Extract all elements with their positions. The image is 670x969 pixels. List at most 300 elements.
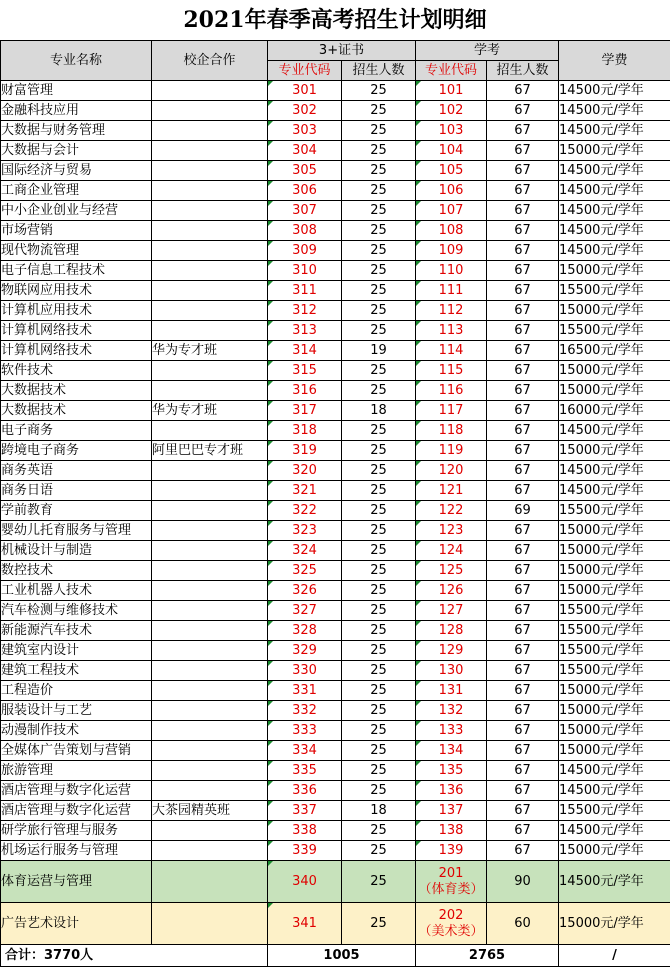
header-exam-group: 学考 [416,41,559,61]
tuition-fee: 14500元/学年 [559,221,670,241]
tuition-fee: 15000元/学年 [559,721,670,741]
coop-name [152,301,268,321]
cert-code: 340 [268,861,342,903]
major-name: 新能源汽车技术 [1,621,152,641]
exam-code: 138 [416,821,487,841]
cert-code: 338 [268,821,342,841]
major-name: 大数据与会计 [1,141,152,161]
coop-name [152,821,268,841]
exam-count: 67 [487,141,559,161]
exam-code: 134 [416,741,487,761]
major-name: 大数据技术 [1,381,152,401]
table-row [1,281,670,301]
exam-count: 67 [487,701,559,721]
cert-count: 25 [342,821,416,841]
cert-code: 334 [268,741,342,761]
cert-code: 335 [268,761,342,781]
exam-count: 67 [487,821,559,841]
exam-count: 67 [487,361,559,381]
table-row [1,521,670,541]
exam-count: 67 [487,81,559,101]
exam-code: 109 [416,241,487,261]
exam-code: 118 [416,421,487,441]
tuition-fee: 15000元/学年 [559,361,670,381]
special-row [1,903,670,945]
table-row [1,421,670,441]
cert-count: 25 [342,101,416,121]
exam-count: 67 [487,601,559,621]
major-name: 软件技术 [1,361,152,381]
exam-code: 108 [416,221,487,241]
cert-count: 25 [342,741,416,761]
major-name: 金融科技应用 [1,101,152,121]
coop-name [152,721,268,741]
cert-code: 337 [268,801,342,821]
major-name: 工业机器人技术 [1,581,152,601]
major-name: 商务英语 [1,461,152,481]
major-name: 建筑工程技术 [1,661,152,681]
cert-count: 25 [342,521,416,541]
coop-name [152,461,268,481]
exam-code: 137 [416,801,487,821]
cert-code: 321 [268,481,342,501]
tuition-fee: 15000元/学年 [559,841,670,861]
cert-code: 315 [268,361,342,381]
coop-name [152,81,268,101]
cert-count: 25 [342,701,416,721]
coop-name: 大茶园精英班 [152,801,268,821]
exam-code: 131 [416,681,487,701]
cert-code: 339 [268,841,342,861]
cert-code: 312 [268,301,342,321]
cert-code: 311 [268,281,342,301]
exam-code: 136 [416,781,487,801]
cert-code: 322 [268,501,342,521]
table-row [1,461,670,481]
major-name: 工商企业管理 [1,181,152,201]
exam-count: 67 [487,461,559,481]
cert-count: 25 [342,481,416,501]
exam-code: 126 [416,581,487,601]
cert-code: 303 [268,121,342,141]
coop-name [152,741,268,761]
cert-count: 25 [342,541,416,561]
coop-name [152,641,268,661]
cert-count: 25 [342,581,416,601]
cert-count: 25 [342,201,416,221]
exam-count: 67 [487,121,559,141]
tuition-fee: 15000元/学年 [559,701,670,721]
exam-code: 125 [416,561,487,581]
coop-name [152,841,268,861]
table-row [1,481,670,501]
major-name: 全媒体广告策划与营销 [1,741,152,761]
tuition-fee: 14500元/学年 [559,161,670,181]
fee-total: / [559,945,670,967]
cert-count: 25 [342,621,416,641]
major-name: 现代物流管理 [1,241,152,261]
tuition-fee: 15500元/学年 [559,281,670,301]
exam-code: 116 [416,381,487,401]
major-name: 市场营销 [1,221,152,241]
exam-code: 129 [416,641,487,661]
exam-count: 67 [487,401,559,421]
major-name: 计算机网络技术 [1,321,152,341]
cert-count: 25 [342,241,416,261]
coop-name [152,261,268,281]
cert-count: 25 [342,301,416,321]
tuition-fee: 14500元/学年 [559,181,670,201]
tuition-fee: 15000元/学年 [559,521,670,541]
tuition-fee: 14500元/学年 [559,861,670,903]
table-row [1,661,670,681]
exam-count: 67 [487,661,559,681]
major-name: 汽车检测与维修技术 [1,601,152,621]
exam-code: 133 [416,721,487,741]
cert-count: 25 [342,781,416,801]
table-row [1,541,670,561]
major-name: 动漫制作技术 [1,721,152,741]
coop-name [152,421,268,441]
exam-code: 130 [416,661,487,681]
major-name: 财富管理 [1,81,152,101]
cert-code: 341 [268,903,342,945]
tuition-fee: 15000元/学年 [559,381,670,401]
tuition-fee: 15500元/学年 [559,621,670,641]
coop-name [152,101,268,121]
table-row [1,401,670,421]
coop-name [152,281,268,301]
exam-code-cell [416,861,487,903]
major-name: 电子信息工程技术 [1,261,152,281]
major-name: 计算机网络技术 [1,341,152,361]
cert-code: 330 [268,661,342,681]
cert-code: 319 [268,441,342,461]
exam-total: 2765 [416,945,559,967]
cert-count: 25 [342,161,416,181]
table-row [1,601,670,621]
header-coop: 校企合作 [152,41,268,81]
exam-count: 67 [487,721,559,741]
cert-code: 331 [268,681,342,701]
coop-name [152,541,268,561]
tuition-fee: 15000元/学年 [559,681,670,701]
cert-count: 25 [342,641,416,661]
exam-count: 67 [487,201,559,221]
major-name: 机械设计与制造 [1,541,152,561]
cert-count: 25 [342,841,416,861]
cert-code: 314 [268,341,342,361]
table-row [1,141,670,161]
table-row [1,241,670,261]
header-exam-code: 专业代码 [416,61,487,81]
exam-count: 67 [487,481,559,501]
exam-code: 106 [416,181,487,201]
cert-code: 305 [268,161,342,181]
coop-name [152,601,268,621]
exam-count: 67 [487,801,559,821]
exam-count: 90 [487,861,559,903]
cert-code: 317 [268,401,342,421]
major-name: 学前教育 [1,501,152,521]
exam-count: 67 [487,161,559,181]
cert-count: 25 [342,661,416,681]
header-exam-count: 招生人数 [487,61,559,81]
tuition-fee: 14500元/学年 [559,421,670,441]
exam-code: 117 [416,401,487,421]
table-row [1,741,670,761]
cert-count: 18 [342,401,416,421]
coop-name [152,121,268,141]
exam-count: 67 [487,101,559,121]
coop-name [152,761,268,781]
cert-count: 25 [342,141,416,161]
exam-code: 102 [416,101,487,121]
exam-code: 201 [438,865,464,881]
cert-code: 310 [268,261,342,281]
exam-code: 122 [416,501,487,521]
cert-total: 1005 [268,945,416,967]
tuition-fee: 14500元/学年 [559,761,670,781]
major-name: 大数据技术 [1,401,152,421]
header-cert-code: 专业代码 [268,61,342,81]
exam-code: 135 [416,761,487,781]
coop-name [152,621,268,641]
cert-count: 25 [342,501,416,521]
exam-count: 67 [487,541,559,561]
tuition-fee: 14500元/学年 [559,201,670,221]
tuition-fee: 15500元/学年 [559,321,670,341]
cert-code: 306 [268,181,342,201]
exam-category-note: （体育类） [418,881,484,897]
major-name: 婴幼儿托育服务与管理 [1,521,152,541]
cert-count: 25 [342,181,416,201]
table-row [1,701,670,721]
cert-count: 25 [342,681,416,701]
exam-code: 123 [416,521,487,541]
tuition-fee: 14500元/学年 [559,481,670,501]
cert-code: 324 [268,541,342,561]
cert-count: 25 [342,721,416,741]
exam-count: 67 [487,221,559,241]
tuition-fee: 15000元/学年 [559,141,670,161]
exam-count: 67 [487,581,559,601]
coop-name [152,321,268,341]
table-row [1,761,670,781]
coop-name [152,681,268,701]
exam-count: 67 [487,741,559,761]
cert-count: 25 [342,81,416,101]
cert-code: 302 [268,101,342,121]
exam-count: 67 [487,321,559,341]
major-name: 体育运营与管理 [1,861,152,903]
table-row [1,261,670,281]
tuition-fee: 14500元/学年 [559,121,670,141]
exam-count: 67 [487,781,559,801]
cert-count: 25 [342,903,416,945]
cert-count: 25 [342,121,416,141]
cert-code: 318 [268,421,342,441]
coop-name [152,181,268,201]
cert-count: 25 [342,441,416,461]
exam-code: 139 [416,841,487,861]
cert-code: 307 [268,201,342,221]
coop-name [152,161,268,181]
cert-code: 333 [268,721,342,741]
exam-count: 67 [487,181,559,201]
tuition-fee: 14500元/学年 [559,781,670,801]
tuition-fee: 15500元/学年 [559,641,670,661]
exam-code: 110 [416,261,487,281]
exam-code: 124 [416,541,487,561]
cert-code: 308 [268,221,342,241]
exam-code: 128 [416,621,487,641]
table-footer [1,945,670,967]
exam-count: 67 [487,381,559,401]
coop-name: 华为专才班 [152,401,268,421]
tuition-fee: 14500元/学年 [559,241,670,261]
major-name: 中小企业创业与经营 [1,201,152,221]
total-label: 合计：3770人 [1,945,268,967]
table-row [1,821,670,841]
cert-code: 309 [268,241,342,261]
coop-name [152,861,268,903]
coop-name [152,521,268,541]
table-row [1,181,670,201]
exam-count: 67 [487,761,559,781]
tuition-fee: 14500元/学年 [559,101,670,121]
coop-name [152,141,268,161]
exam-code: 111 [416,281,487,301]
cert-count: 25 [342,361,416,381]
exam-count: 67 [487,441,559,461]
major-name: 机场运行服务与管理 [1,841,152,861]
coop-name [152,581,268,601]
exam-code: 121 [416,481,487,501]
total-row [1,945,670,967]
table-row [1,381,670,401]
table-row [1,161,670,181]
exam-count: 67 [487,561,559,581]
cert-count: 25 [342,281,416,301]
coop-name: 阿里巴巴专才班 [152,441,268,461]
cert-count: 25 [342,321,416,341]
major-name: 电子商务 [1,421,152,441]
exam-count: 67 [487,281,559,301]
special-rows [1,861,670,945]
coop-name [152,701,268,721]
coop-name [152,201,268,221]
table-row [1,501,670,521]
exam-count: 67 [487,421,559,441]
exam-code: 107 [416,201,487,221]
cert-code: 313 [268,321,342,341]
exam-code: 104 [416,141,487,161]
cert-count: 25 [342,421,416,441]
cert-code: 304 [268,141,342,161]
coop-name [152,501,268,521]
coop-name [152,561,268,581]
exam-count: 67 [487,301,559,321]
cert-code: 320 [268,461,342,481]
page-title: 2021年春季高考招生计划明细 [183,7,487,33]
table-row [1,641,670,661]
major-name: 研学旅行管理与服务 [1,821,152,841]
cert-code: 332 [268,701,342,721]
major-name: 广告艺术设计 [1,903,152,945]
cert-count: 25 [342,861,416,903]
cert-code: 301 [268,81,342,101]
table-row [1,841,670,861]
tuition-fee: 14500元/学年 [559,821,670,841]
tuition-fee: 15000元/学年 [559,903,670,945]
coop-name [152,381,268,401]
cert-code: 329 [268,641,342,661]
coop-name [152,221,268,241]
cert-count: 25 [342,601,416,621]
coop-name [152,241,268,261]
tuition-fee: 15000元/学年 [559,541,670,561]
table-row [1,681,670,701]
tuition-fee: 15000元/学年 [559,561,670,581]
tuition-fee: 15500元/学年 [559,501,670,521]
table-row [1,101,670,121]
coop-name [152,361,268,381]
exam-count: 67 [487,621,559,641]
exam-code: 127 [416,601,487,621]
exam-category-note: （美术类） [418,923,484,939]
tuition-fee: 16000元/学年 [559,401,670,421]
header-major: 专业名称 [1,41,152,81]
header-fee: 学费 [559,41,670,81]
cert-code: 325 [268,561,342,581]
major-name: 跨境电子商务 [1,441,152,461]
exam-code: 113 [416,321,487,341]
tuition-fee: 15000元/学年 [559,301,670,321]
cert-code: 327 [268,601,342,621]
exam-count: 67 [487,681,559,701]
table-row [1,321,670,341]
coop-name [152,661,268,681]
table-header [1,41,670,81]
cert-count: 25 [342,381,416,401]
tuition-fee: 14500元/学年 [559,81,670,101]
tuition-fee: 15500元/学年 [559,601,670,621]
cert-code: 326 [268,581,342,601]
table-row [1,441,670,461]
coop-name [152,903,268,945]
exam-code: 202 [438,907,464,923]
exam-count: 60 [487,903,559,945]
major-name: 工程造价 [1,681,152,701]
exam-code: 105 [416,161,487,181]
exam-code: 119 [416,441,487,461]
coop-name [152,781,268,801]
cert-count: 25 [342,561,416,581]
cert-count: 19 [342,341,416,361]
table-row [1,301,670,321]
cert-code: 323 [268,521,342,541]
exam-count: 67 [487,521,559,541]
coop-name [152,481,268,501]
table-row [1,221,670,241]
table-row [1,781,670,801]
table-row [1,581,670,601]
major-name: 商务日语 [1,481,152,501]
major-name: 建筑室内设计 [1,641,152,661]
table-row [1,81,670,101]
tuition-fee: 15500元/学年 [559,801,670,821]
